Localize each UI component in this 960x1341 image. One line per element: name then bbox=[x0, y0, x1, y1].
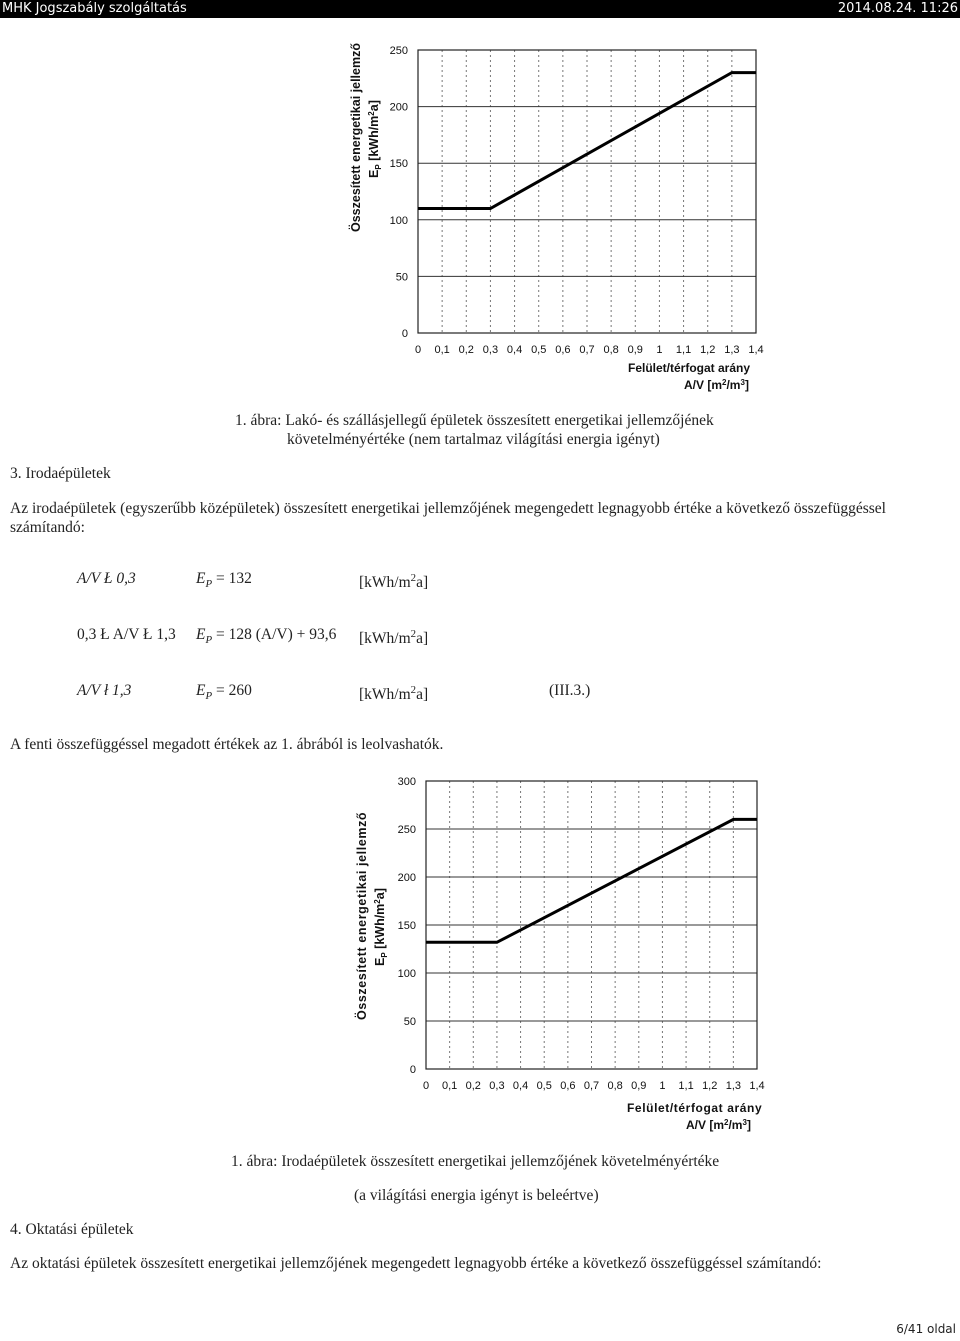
section3-para-line1: Az irodaépületek (egyszerűbb középületek) összesített energetikai jellemzőjének megengedett legnagyobb értéke a következő összefüggéssel bbox=[10, 500, 886, 517]
section3-after-text: A fenti összefüggéssel megadott értékek az 1. ábrából is leolvashatók. bbox=[10, 736, 444, 753]
chart2-x-tick-label: 0,5 bbox=[536, 1080, 552, 1092]
chart2-y-tick-label: 200 bbox=[397, 872, 416, 884]
header-source: MHK Jogszabály szolgáltatás bbox=[2, 1, 187, 16]
formula1-condition: A/V Ł 0,3 bbox=[77, 570, 136, 587]
chart1-x-tick-label: 0,6 bbox=[555, 344, 571, 356]
chart2-x-tick-label: 1,4 bbox=[749, 1080, 765, 1092]
formula3-expression: $E_P = 260$ bbox=[196, 682, 252, 703]
chart1-ylabel-line1: Összesített energetikai jellemző bbox=[349, 43, 363, 232]
chart2-ylabel-line1: Összesített energetikai jellemző bbox=[355, 811, 369, 1020]
chart2-ylabel-line2: $E_P$ $[kWh/m^2a]$ bbox=[373, 888, 389, 966]
chart2-y-tick-label: 300 bbox=[397, 776, 416, 788]
chart1-y-tick-label: 150 bbox=[389, 158, 408, 171]
chart1-x-tick-label: 0,4 bbox=[506, 344, 523, 356]
fig2-caption-line1: 1. ábra: Irodaépületek összesített energetikai jellemzőjének követelményértéke bbox=[231, 1153, 720, 1170]
section4-heading: 4. Oktatási épületek bbox=[10, 1221, 134, 1238]
chart1-x-tick-label: 1,2 bbox=[700, 344, 716, 356]
chart2-x-tick-label: 0,6 bbox=[560, 1080, 576, 1092]
chart2-y-tick-label: 100 bbox=[397, 968, 416, 980]
section3-para-line2: számítandó: bbox=[10, 519, 85, 536]
fig1-caption-line2: követelményértéke (nem tartalmaz világítási energia igényt) bbox=[287, 431, 660, 448]
section4-para: Az oktatási épületek összesített energetikai jellemzőjének megengedett legnagyobb értéke a következő összefüggéssel számítandó: bbox=[10, 1255, 822, 1272]
chart2-x-tick-label: 0,4 bbox=[512, 1080, 529, 1092]
chart2-xlabel-line1: Felület/térfogat arány bbox=[627, 1101, 763, 1115]
chart2-xlabel-line2: A/V $[m^2/m^3]$ bbox=[686, 1118, 751, 1132]
chart1-y-tick-label: 250 bbox=[389, 45, 408, 57]
formula3-condition: A/V ł 1,3 bbox=[77, 682, 132, 699]
formula1-expression: $E_P = 132$ bbox=[196, 570, 252, 591]
chart1-x-tick-label: 0,5 bbox=[531, 344, 547, 356]
chart1-x-tick-label: 0,7 bbox=[579, 344, 595, 356]
section3-heading: 3. Irodaépületek bbox=[10, 465, 111, 482]
chart2-grid bbox=[426, 781, 757, 1069]
formula3-unit: $[kWh/m^2a]$ bbox=[359, 684, 429, 704]
chart1-x-tick-label: 1 bbox=[656, 344, 663, 356]
chart1-x-tick-label: 0,2 bbox=[458, 344, 474, 356]
chart2-x-tick-label: 0,3 bbox=[489, 1080, 505, 1092]
chart2-x-tick-label: 0,1 bbox=[441, 1080, 458, 1092]
chart2-x-tick-label: 1 bbox=[659, 1080, 666, 1092]
chart2-x-tick-label: 0,8 bbox=[607, 1080, 623, 1092]
chart2-x-tick-label: 1,2 bbox=[702, 1080, 718, 1092]
chart2-y-tick-label: 250 bbox=[397, 824, 416, 836]
chart2-x-tick-label: 1,3 bbox=[725, 1080, 742, 1092]
formula2-unit: $[kWh/m^2a]$ bbox=[359, 628, 429, 648]
chart2-x-tick-label: 0 bbox=[422, 1080, 430, 1092]
chart1-x-tick-label: 0,1 bbox=[434, 344, 450, 356]
chart1-x-tick-label: 0 bbox=[414, 344, 422, 356]
chart1-y-tick-label: 50 bbox=[395, 271, 408, 284]
formula2-expression: $E_P = 128$ (A/V) + 93,6 bbox=[196, 626, 337, 647]
chart2-y-tick-label: 150 bbox=[397, 920, 416, 932]
chart2-x-tick-label: 0,7 bbox=[583, 1080, 600, 1092]
chart1-y-tick-label: 0 bbox=[401, 328, 408, 340]
chart1-x-tick-label: 0,3 bbox=[482, 344, 499, 356]
page-number: 6/41 oldal bbox=[896, 1322, 956, 1336]
header-timestamp: 2014.08.24. 11:26 bbox=[837, 1, 958, 16]
chart2-x-ticks bbox=[423, 1080, 765, 1092]
chart2-y-ticks bbox=[398, 776, 416, 1076]
chart2-y-tick-label: 50 bbox=[403, 1016, 416, 1028]
formula2-condition: 0,3 Ł A/V Ł 1,3 bbox=[77, 626, 176, 643]
chart1-x-tick-label: 1,3 bbox=[724, 344, 740, 356]
chart2-y-tick-label: 0 bbox=[409, 1064, 416, 1076]
chart1-y-tick-label: 100 bbox=[389, 214, 408, 227]
fig1-caption-line1: 1. ábra: Lakó- és szállásjellegű épületek összesített energetikai jellemzőjének bbox=[235, 412, 714, 429]
formula1-unit: $[kWh/m^2a]$ bbox=[359, 572, 429, 592]
chart1-ylabel-line2: $E_P$ $[kWh/m^2a]$ bbox=[367, 100, 383, 178]
chart2-x-tick-label: 0,9 bbox=[631, 1080, 647, 1092]
chart1-y-tick-label: 200 bbox=[389, 101, 408, 114]
chart1-x-tick-label: 0,9 bbox=[627, 344, 643, 356]
chart1-xlabel-line2: A/V $[m^2/m^3]$ bbox=[684, 378, 749, 392]
fig2-caption-line2: (a világítási energia igényt is beleértve) bbox=[354, 1187, 599, 1204]
chart2-x-tick-label: 1,1 bbox=[678, 1080, 694, 1092]
formula3-reference: (III.3.) bbox=[549, 682, 591, 699]
chart1-x-tick-label: 1,1 bbox=[675, 344, 692, 356]
chart2-x-tick-label: 0,2 bbox=[465, 1080, 481, 1092]
chart1-xlabel-line1: Felület/térfogat arány bbox=[628, 361, 751, 375]
chart1-x-tick-label: 0,8 bbox=[603, 344, 619, 356]
chart1-x-tick-label: 1,4 bbox=[748, 344, 764, 356]
